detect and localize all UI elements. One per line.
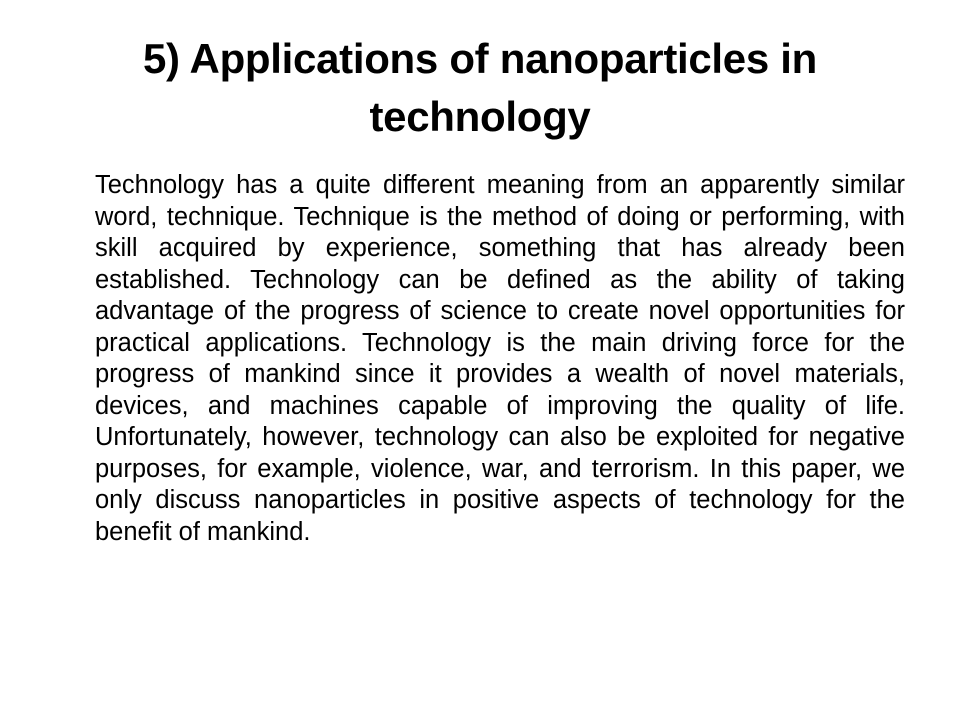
slide-title: 5) Applications of nanoparticles in technology xyxy=(142,35,818,140)
slide-body-text: Technology has a quite different meaning from an apparently similar word, technique. Technique is the method of doing or performing, with skill acquired by experience, something that has already been established. Technology can be defined as the ability of taking advantage of the progress of science to create novel opportunities for practical applications. Technology is the main driving force for the progress of mankind since it provides a wealth of novel materials, devices, and machines capable of improving the quality of life. Unfortunately, however, technology can also be exploited for negative purposes, for example, violence, war, and terrorism. In this paper, we only discuss nanoparticles in positive aspects of technology for the benefit of mankind. xyxy=(95,171,905,546)
